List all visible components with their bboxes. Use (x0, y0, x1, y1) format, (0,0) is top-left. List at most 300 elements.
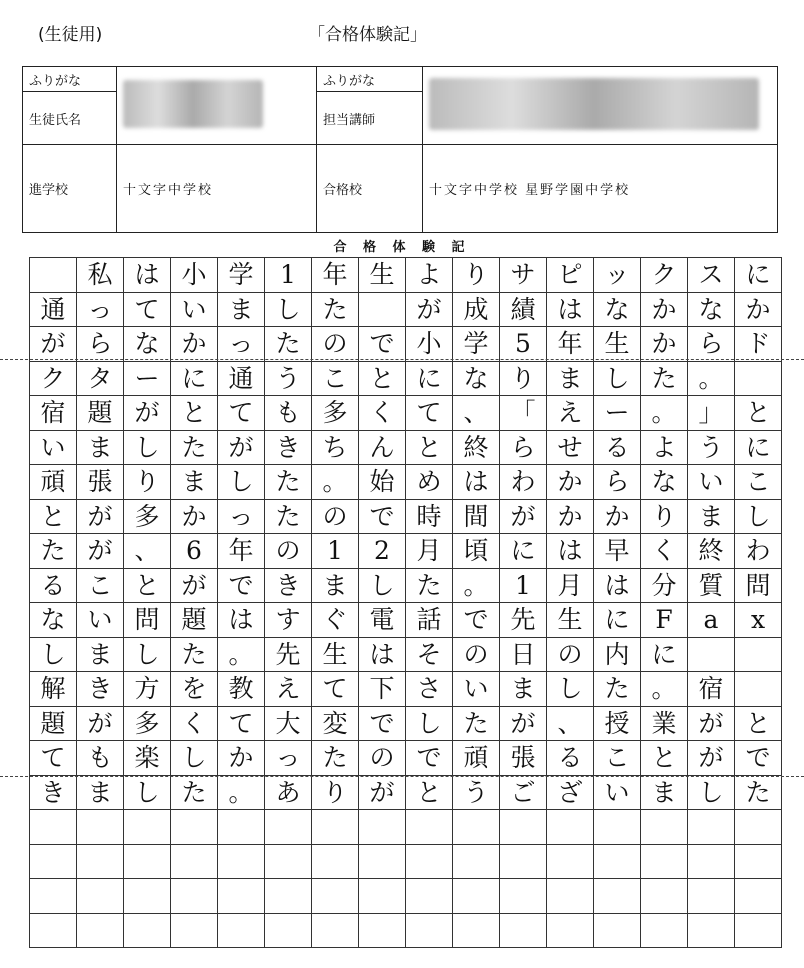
grid-cell: ピ (547, 258, 594, 293)
grid-cell: し (265, 293, 312, 328)
grid-cell: の (453, 638, 500, 673)
grid-cell: て (218, 707, 265, 742)
grid-cell: さ (406, 672, 453, 707)
grid-cell: 年 (547, 327, 594, 362)
grid-cell (594, 879, 641, 914)
grid-cell: か (547, 465, 594, 500)
grid-cell: は (453, 465, 500, 500)
grid-cell: 。 (218, 776, 265, 811)
grid-cell: な (641, 465, 688, 500)
grid-cell (453, 914, 500, 949)
grid-cell: 頑 (453, 741, 500, 776)
grid-cell (594, 845, 641, 880)
grid-cell: 話 (406, 603, 453, 638)
grid-cell: 方 (124, 672, 171, 707)
grid-cell: か (218, 741, 265, 776)
furigana-label: ふりがな (23, 67, 117, 92)
grid-cell: し (735, 500, 782, 535)
grid-cell: 。 (218, 638, 265, 673)
grid-cell: 生 (312, 638, 359, 673)
grid-cell (265, 879, 312, 914)
grid-cell: た (453, 707, 500, 742)
grid-cell: 質 (688, 569, 735, 604)
grid-cell: 6 (171, 534, 218, 569)
grid-cell: の (547, 638, 594, 673)
grid-cell (77, 914, 124, 949)
grid-cell: ま (500, 672, 547, 707)
grid-cell (500, 810, 547, 845)
grid-cell: た (171, 776, 218, 811)
grid-cell: に (500, 534, 547, 569)
grid-cell: た (641, 362, 688, 397)
grid-cell: が (77, 707, 124, 742)
grid-cell: き (265, 569, 312, 604)
grid-cell: と (735, 707, 782, 742)
grid-cell: 、 (453, 396, 500, 431)
document-title: 「合格体験記」 (308, 25, 427, 45)
grid-cell: ざ (547, 776, 594, 811)
grid-cell: 頑 (30, 465, 77, 500)
grid-cell: わ (500, 465, 547, 500)
grid-cell: り (124, 465, 171, 500)
grid-cell: は (547, 293, 594, 328)
grid-cell: 月 (547, 569, 594, 604)
grid-cell: 、 (547, 707, 594, 742)
grid-cell: こ (735, 465, 782, 500)
grid-cell: な (124, 327, 171, 362)
grid-cell: 通 (218, 362, 265, 397)
grid-cell: た (312, 741, 359, 776)
grid-cell: 多 (312, 396, 359, 431)
grid-cell: た (735, 776, 782, 811)
grid-cell: 題 (77, 396, 124, 431)
grid-cell: こ (594, 741, 641, 776)
grid-cell: し (406, 707, 453, 742)
grid-cell (312, 914, 359, 949)
grid-cell (359, 810, 406, 845)
grid-cell: 内 (594, 638, 641, 673)
grid-cell: に (594, 603, 641, 638)
grid-cell: り (641, 500, 688, 535)
grid-cell (218, 914, 265, 949)
grid-cell: 、 (124, 534, 171, 569)
grid-cell: な (688, 293, 735, 328)
grid-cell: よ (406, 258, 453, 293)
grid-cell (453, 879, 500, 914)
grid-cell (30, 810, 77, 845)
grid-cell: で (406, 741, 453, 776)
grid-cell: し (688, 776, 735, 811)
grid-cell: て (124, 293, 171, 328)
grid-cell: 張 (77, 465, 124, 500)
grid-cell: る (594, 431, 641, 466)
grid-cell: と (406, 431, 453, 466)
grid-cell: た (265, 327, 312, 362)
grid-cell (77, 879, 124, 914)
grid-cell: い (688, 465, 735, 500)
grid-cell (688, 879, 735, 914)
grid-cell: x (735, 603, 782, 638)
grid-cell: 通 (30, 293, 77, 328)
school-value: 十文字中学校 (117, 145, 317, 233)
grid-cell: い (30, 431, 77, 466)
grid-cell (406, 810, 453, 845)
grid-cell: く (641, 534, 688, 569)
grid-cell (77, 845, 124, 880)
grid-cell (30, 914, 77, 949)
grid-cell: 。 (312, 465, 359, 500)
grid-cell: が (500, 500, 547, 535)
grid-cell: う (688, 431, 735, 466)
manuscript-grid (29, 257, 782, 948)
grid-cell: り (312, 776, 359, 811)
grid-cell (265, 845, 312, 880)
grid-cell: す (265, 603, 312, 638)
grid-cell: き (30, 776, 77, 811)
grid-cell: か (594, 500, 641, 535)
grid-cell (453, 810, 500, 845)
grid-cell: で (359, 500, 406, 535)
grid-cell: 1 (500, 569, 547, 604)
grid-cell: の (312, 327, 359, 362)
grid-cell: ま (312, 569, 359, 604)
grid-cell: え (547, 396, 594, 431)
grid-cell: ク (30, 362, 77, 397)
grid-cell: し (124, 776, 171, 811)
grid-cell: た (594, 672, 641, 707)
grid-cell: 。 (688, 362, 735, 397)
grid-cell: ま (171, 465, 218, 500)
grid-cell (547, 845, 594, 880)
grid-cell (735, 672, 782, 707)
grid-cell: か (547, 500, 594, 535)
grid-cell (124, 810, 171, 845)
grid-cell: と (735, 396, 782, 431)
grid-cell: 分 (641, 569, 688, 604)
school-label: 進学校 (23, 145, 117, 233)
grid-cell: な (30, 603, 77, 638)
grid-cell (688, 914, 735, 949)
grid-cell (312, 845, 359, 880)
grid-cell: 多 (124, 707, 171, 742)
grid-cell: 。 (641, 672, 688, 707)
grid-cell: ま (688, 500, 735, 535)
grid-cell: 日 (500, 638, 547, 673)
grid-cell: ら (688, 327, 735, 362)
grid-cell (594, 810, 641, 845)
grid-cell (359, 914, 406, 949)
redacted-student-name (123, 80, 263, 128)
grid-cell: で (453, 603, 500, 638)
grid-cell (688, 810, 735, 845)
redacted-teacher-name (429, 78, 759, 130)
grid-cell (312, 879, 359, 914)
grid-cell: 。 (641, 396, 688, 431)
grid-cell: 生 (594, 327, 641, 362)
grid-cell: か (641, 293, 688, 328)
grid-cell (547, 810, 594, 845)
essay-heading: 合 格 体 験 記 (333, 240, 471, 255)
grid-cell: 題 (171, 603, 218, 638)
grid-cell: 成 (453, 293, 500, 328)
grid-cell: い (171, 293, 218, 328)
grid-cell: 小 (171, 258, 218, 293)
grid-cell: っ (265, 741, 312, 776)
grid-cell: 先 (500, 603, 547, 638)
grid-cell: ら (500, 431, 547, 466)
grid-cell (171, 810, 218, 845)
grid-cell: い (453, 672, 500, 707)
grid-cell: を (171, 672, 218, 707)
grid-cell: で (359, 707, 406, 742)
grid-cell: た (265, 500, 312, 535)
student-name-label: 生徒氏名 (23, 92, 117, 145)
grid-cell: が (77, 534, 124, 569)
grid-cell: 学 (218, 258, 265, 293)
grid-cell: 多 (124, 500, 171, 535)
grid-cell: 授 (594, 707, 641, 742)
grid-cell: き (265, 431, 312, 466)
grid-cell: か (735, 293, 782, 328)
teacher-label: 担当講師 (317, 92, 423, 145)
grid-cell: き (77, 672, 124, 707)
grid-cell: と (171, 396, 218, 431)
grid-cell: は (547, 534, 594, 569)
grid-cell: う (265, 362, 312, 397)
grid-cell: が (124, 396, 171, 431)
grid-cell: 始 (359, 465, 406, 500)
passed-school-label: 合格校 (317, 145, 423, 233)
grid-cell (265, 810, 312, 845)
grid-cell: か (641, 327, 688, 362)
grid-cell: 生 (359, 258, 406, 293)
grid-cell: 下 (359, 672, 406, 707)
grid-cell: に (735, 258, 782, 293)
grid-cell: 年 (312, 258, 359, 293)
grid-cell: あ (265, 776, 312, 811)
grid-cell: し (594, 362, 641, 397)
grid-cell: ご (500, 776, 547, 811)
grid-cell: ま (547, 362, 594, 397)
grid-cell: は (359, 638, 406, 673)
grid-cell: し (171, 741, 218, 776)
grid-cell: 」 (688, 396, 735, 431)
grid-cell: 績 (500, 293, 547, 328)
grid-cell (124, 914, 171, 949)
fold-line-bottom (0, 776, 804, 777)
grid-cell (218, 810, 265, 845)
grid-cell (641, 914, 688, 949)
grid-cell (688, 845, 735, 880)
grid-cell (30, 879, 77, 914)
grid-cell: で (735, 741, 782, 776)
grid-cell: ま (641, 776, 688, 811)
grid-cell (312, 810, 359, 845)
grid-cell: 大 (265, 707, 312, 742)
grid-cell: 頃 (453, 534, 500, 569)
grid-cell: よ (641, 431, 688, 466)
grid-cell (735, 810, 782, 845)
grid-cell: が (77, 500, 124, 535)
grid-cell (77, 810, 124, 845)
grid-cell (171, 914, 218, 949)
grid-cell: し (30, 638, 77, 673)
grid-cell: た (265, 465, 312, 500)
grid-cell: と (641, 741, 688, 776)
grid-cell: 生 (547, 603, 594, 638)
grid-cell (359, 293, 406, 328)
grid-cell: ー (124, 362, 171, 397)
grid-cell: ち (312, 431, 359, 466)
grid-cell (688, 638, 735, 673)
document-role-label: (生徒用) (38, 25, 103, 45)
grid-cell: 1 (265, 258, 312, 293)
grid-cell: は (594, 569, 641, 604)
grid-cell: い (594, 776, 641, 811)
grid-cell: が (500, 707, 547, 742)
grid-cell: ド (735, 327, 782, 362)
grid-cell: り (453, 258, 500, 293)
grid-cell (124, 879, 171, 914)
grid-cell: し (547, 672, 594, 707)
grid-cell (547, 879, 594, 914)
grid-cell: 早 (594, 534, 641, 569)
grid-cell: こ (312, 362, 359, 397)
grid-cell: 解 (30, 672, 77, 707)
grid-cell: ま (77, 638, 124, 673)
grid-cell: て (406, 396, 453, 431)
grid-cell: と (30, 500, 77, 535)
grid-cell: と (124, 569, 171, 604)
grid-cell: ら (77, 327, 124, 362)
grid-cell: た (312, 293, 359, 328)
grid-cell: 時 (406, 500, 453, 535)
grid-cell: く (171, 707, 218, 742)
grid-cell (30, 258, 77, 293)
grid-cell: タ (77, 362, 124, 397)
grid-cell: る (547, 741, 594, 776)
grid-cell: が (218, 431, 265, 466)
grid-cell: と (359, 362, 406, 397)
grid-cell: し (218, 465, 265, 500)
grid-cell: に (735, 431, 782, 466)
grid-cell: か (171, 500, 218, 535)
grid-cell: こ (77, 569, 124, 604)
grid-cell: っ (77, 293, 124, 328)
grid-cell (735, 845, 782, 880)
grid-cell: い (77, 603, 124, 638)
grid-cell: サ (500, 258, 547, 293)
grid-cell: 問 (124, 603, 171, 638)
grid-cell: た (171, 638, 218, 673)
grid-cell (500, 879, 547, 914)
info-table (22, 66, 778, 233)
grid-cell: て (218, 396, 265, 431)
grid-cell: 宿 (30, 396, 77, 431)
grid-cell: し (359, 569, 406, 604)
passed-school-value: 十文字中学校 星野学園中学校 (423, 145, 778, 233)
grid-cell (406, 879, 453, 914)
grid-cell: 問 (735, 569, 782, 604)
grid-cell: 5 (500, 327, 547, 362)
grid-cell: に (171, 362, 218, 397)
grid-cell: に (406, 362, 453, 397)
grid-cell: が (171, 569, 218, 604)
grid-cell: ま (218, 293, 265, 328)
grid-cell: が (30, 327, 77, 362)
grid-cell: て (312, 672, 359, 707)
grid-cell: が (406, 293, 453, 328)
grid-cell: も (77, 741, 124, 776)
grid-cell: 1 (312, 534, 359, 569)
grid-cell: な (594, 293, 641, 328)
grid-cell: わ (735, 534, 782, 569)
grid-cell (359, 879, 406, 914)
grid-cell: て (30, 741, 77, 776)
grid-cell: と (406, 776, 453, 811)
grid-cell (171, 845, 218, 880)
grid-cell: も (265, 396, 312, 431)
grid-cell: か (171, 327, 218, 362)
grid-cell: の (312, 500, 359, 535)
grid-cell (265, 914, 312, 949)
grid-cell (735, 362, 782, 397)
grid-cell: り (500, 362, 547, 397)
grid-cell: 終 (688, 534, 735, 569)
grid-cell (359, 845, 406, 880)
grid-cell: 年 (218, 534, 265, 569)
grid-cell: の (265, 534, 312, 569)
grid-cell: し (124, 431, 171, 466)
grid-cell (641, 845, 688, 880)
grid-cell: せ (547, 431, 594, 466)
grid-cell (500, 845, 547, 880)
grid-cell: で (218, 569, 265, 604)
fold-line-top (0, 359, 804, 360)
grid-cell: ス (688, 258, 735, 293)
grid-cell: 月 (406, 534, 453, 569)
grid-cell: 宿 (688, 672, 735, 707)
grid-cell: う (453, 776, 500, 811)
grid-cell: そ (406, 638, 453, 673)
grid-cell: は (124, 258, 171, 293)
grid-cell: a (688, 603, 735, 638)
grid-cell (735, 638, 782, 673)
grid-cell: 業 (641, 707, 688, 742)
grid-cell: が (688, 707, 735, 742)
grid-cell: ぐ (312, 603, 359, 638)
grid-cell: に (641, 638, 688, 673)
grid-cell: 学 (453, 327, 500, 362)
grid-cell: で (359, 327, 406, 362)
grid-cell (218, 879, 265, 914)
grid-cell: 2 (359, 534, 406, 569)
grid-cell: た (171, 431, 218, 466)
grid-cell (547, 914, 594, 949)
grid-cell: ま (77, 431, 124, 466)
grid-cell: 私 (77, 258, 124, 293)
grid-cell: 。 (453, 569, 500, 604)
grid-cell: が (688, 741, 735, 776)
grid-cell (641, 810, 688, 845)
grid-cell (735, 914, 782, 949)
grid-cell: 先 (265, 638, 312, 673)
grid-cell: ク (641, 258, 688, 293)
grid-cell: っ (218, 327, 265, 362)
grid-cell: 終 (453, 431, 500, 466)
grid-cell: 間 (453, 500, 500, 535)
grid-cell (218, 845, 265, 880)
